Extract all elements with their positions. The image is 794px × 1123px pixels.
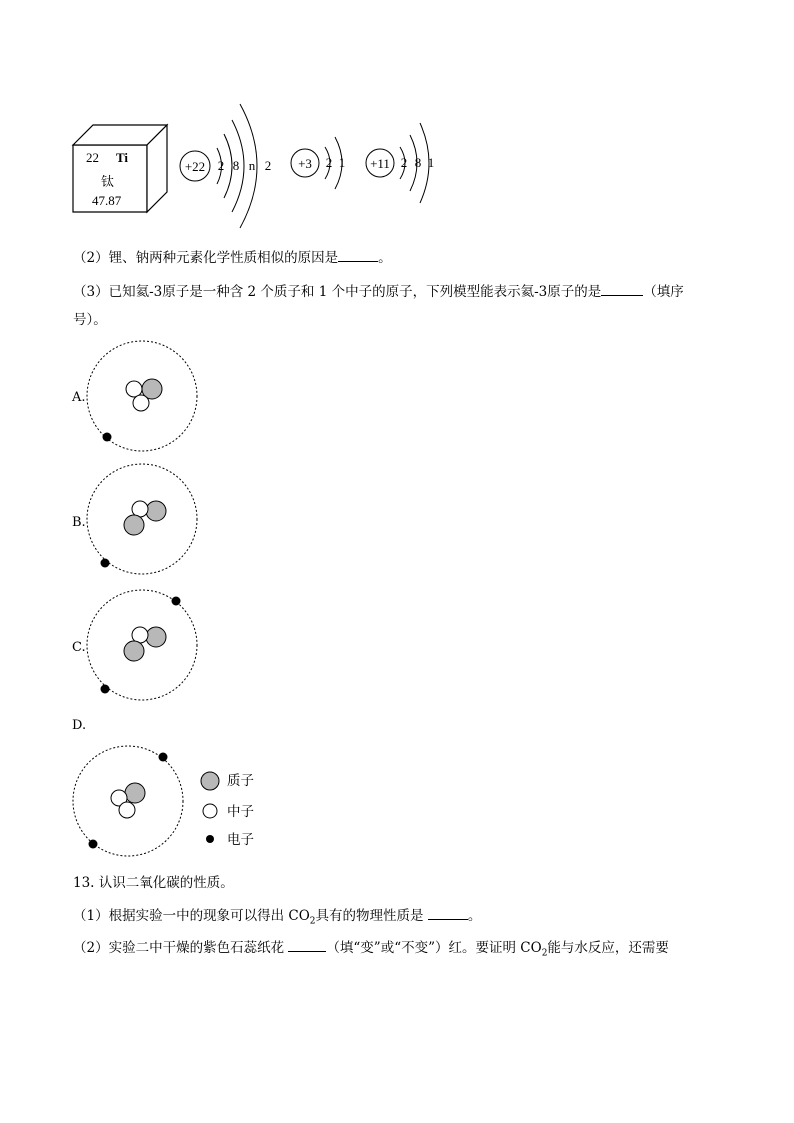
shell-count: 8 — [232, 158, 240, 173]
neutron — [119, 802, 135, 818]
electron — [89, 840, 98, 849]
option-d-label[interactable]: D. — [72, 718, 87, 733]
nucleus-charge: +11 — [370, 156, 390, 171]
nucleus-charge: +3 — [298, 156, 312, 171]
element-number: 22 — [86, 150, 99, 165]
electron — [172, 597, 181, 606]
legend-electron-label: 电子 — [227, 832, 254, 848]
question-3-line-1: （3）已知氦-3原子是一种含 2 个质子和 1 个中子的原子，下列模型能表示氦-3原子的是 （填序 — [73, 281, 684, 301]
neutron — [126, 381, 142, 397]
element-mass: 47.87 — [92, 193, 122, 208]
question-2: （2）锂、钠两种元素化学性质相似的原因是 。 — [73, 247, 392, 267]
option-b-model[interactable] — [84, 463, 204, 583]
option-b-label[interactable]: B. — [72, 515, 86, 530]
answer-blank[interactable] — [288, 937, 326, 952]
option-c-label[interactable]: C. — [72, 640, 86, 655]
electron — [101, 559, 110, 568]
legend-neutron-label: 中子 — [227, 804, 254, 820]
legend-proton-symbol — [201, 772, 219, 790]
shell-count: 8 — [414, 155, 422, 170]
shell-count: 2 — [325, 155, 333, 170]
proton — [125, 783, 145, 803]
electron — [159, 753, 168, 762]
element-symbol: Ti — [116, 150, 129, 165]
option-d-model[interactable] — [70, 743, 190, 863]
proton — [124, 515, 144, 535]
question-2-text: （2）锂、钠两种元素化学性质相似的原因是 — [73, 250, 339, 266]
option-a-model[interactable] — [84, 340, 204, 460]
question-13-part-2: （2）实验二中干燥的紫色石蕊纸花 （填“变”或“不变”）红。要证明 $CO_2$能与水反应，还需要 — [73, 937, 669, 963]
shell-count: 2 — [264, 158, 272, 173]
shell-count: 1 — [427, 155, 435, 170]
option-c-model[interactable] — [84, 589, 204, 709]
proton — [146, 501, 166, 521]
nucleus-charge: +22 — [184, 159, 206, 174]
answer-blank[interactable] — [338, 247, 378, 262]
option-a-label[interactable]: A. — [72, 390, 86, 405]
question-13-part-1: （1）根据实验一中的现象可以得出 $CO_2$具有的物理性质是 。 — [73, 905, 481, 931]
question-13-title: 13. 认识二氧化碳的性质。 — [73, 875, 234, 891]
answer-blank[interactable] — [601, 281, 643, 296]
shell-count: 2 — [400, 155, 408, 170]
question-3-line-2: 号）。 — [73, 312, 107, 328]
proton — [124, 641, 144, 661]
atom-diagram-na — [360, 115, 445, 215]
legend-symbols — [198, 770, 224, 850]
neutron — [133, 395, 149, 411]
shell-count: 2 — [217, 158, 225, 173]
proton — [146, 627, 166, 647]
shell-count: 1 — [338, 155, 346, 170]
legend-neutron-symbol — [203, 804, 217, 818]
answer-blank[interactable] — [428, 905, 468, 920]
element-name: 钛 — [101, 174, 115, 189]
legend-electron-symbol — [206, 835, 214, 843]
atom-diagram-ti — [170, 90, 285, 240]
atom-diagram-li — [285, 125, 355, 205]
electron — [103, 433, 112, 442]
legend-proton-label: 质子 — [227, 773, 254, 789]
shell-count: n — [248, 158, 256, 173]
electron — [101, 685, 110, 694]
